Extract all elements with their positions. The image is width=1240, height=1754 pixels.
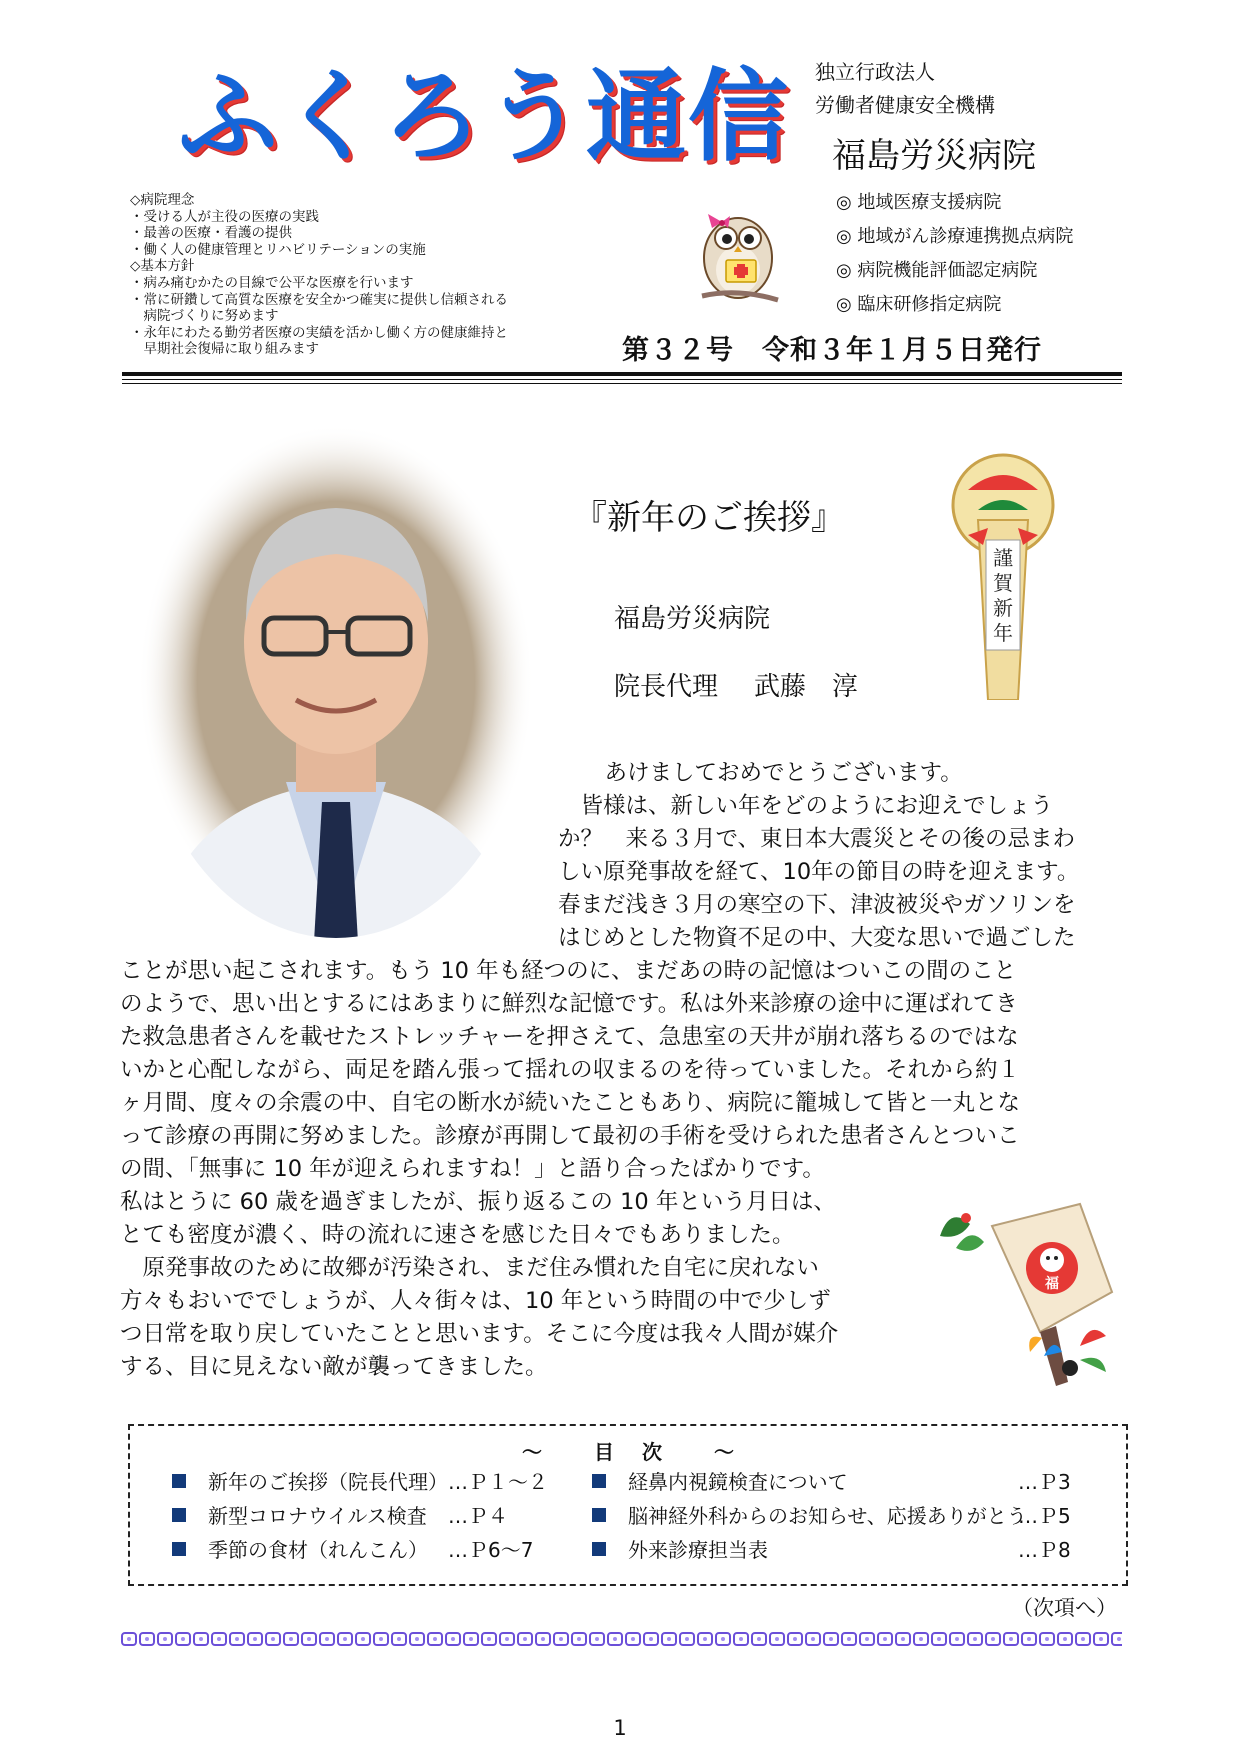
body-line: あけましておめでとうございます。 [582, 760, 963, 786]
philosophy-line: ・常に研鑽して高質な医療を安全かつ確実に提供し信頼される [130, 291, 508, 308]
toc-item [172, 1536, 428, 1564]
toc-item [172, 1502, 427, 1530]
new-year-decoration-icon [938, 450, 1068, 700]
masthead-divider-thin [122, 379, 1122, 380]
newsletter-title: ふくろう通信 [178, 58, 790, 175]
philosophy-line: ・受ける人が主役の医療の実践 [130, 208, 319, 225]
issue-number: 第３２号 [622, 335, 734, 366]
body-line: って診療の再開に努めました。診療が再開して最初の手術を受けられた患者さんとついこ [120, 1123, 1020, 1149]
decorative-border [120, 1630, 1122, 1648]
body-line: いかと心配しながら、両足を踏ん張って揺れの収まるのを待っていました。それから約１ [120, 1057, 1021, 1083]
issue-info [622, 328, 1042, 367]
philosophy-line: ・病み痛むかたの目線で公平な医療を行います [130, 274, 414, 291]
square-bullet-icon [172, 1542, 186, 1556]
greeting-title: 『新年のご挨拶』 [573, 498, 845, 538]
body-line: の間、「無事に 10 年が迎えられますね！」と語り合ったばかりです。 [120, 1156, 825, 1182]
square-bullet-icon [592, 1474, 606, 1488]
ema-char: 年 [993, 621, 1013, 645]
body-line: 私はとうに 60 歳を過ぎましたが、振り返るこの 10 年という月日は、 [120, 1189, 836, 1215]
square-bullet-icon [172, 1508, 186, 1522]
body-line: 皆様は、新しい年をどのようにお迎えでしょう [558, 793, 1054, 819]
designation-item: ◎ 地域がん診療連携拠点病院 [836, 226, 1074, 247]
designation-item: ◎ 病院機能評価認定病院 [836, 260, 1038, 281]
body-line: ヶ月間、度々の余震の中、自宅の断水が続いたこともあり、病院に籠城して皆と一丸とな [120, 1090, 1021, 1116]
philosophy-line: ・働く人の健康管理とリハビリテーションの実施 [130, 241, 426, 258]
toc-item-label: 新型コロナウイルス検査 [208, 1504, 427, 1528]
org-line-1: 独立行政法人 [815, 60, 935, 84]
toc-item-page: …Ｐ１～２ [448, 1470, 548, 1494]
table-of-contents [128, 1424, 1128, 1586]
philosophy-line: 病院づくりに努めます [130, 308, 279, 325]
owl-mascot-icon [682, 196, 794, 308]
designation-list [836, 186, 1073, 322]
daruma-char: 福 [1045, 1276, 1059, 1292]
toc-item-label: 新年のご挨拶（院長代理） [208, 1470, 448, 1494]
director-portrait [136, 422, 536, 942]
issue-date: 令和３年１月５日発行 [762, 335, 1042, 366]
org-line-2: 労働者健康安全機構 [815, 93, 995, 117]
philosophy-line: 早期社会復帰に取り組みます [130, 341, 319, 358]
body-line: する、目に見えない敵が襲ってきました。 [120, 1354, 548, 1380]
ema-char: 謹 [993, 546, 1013, 570]
body-line: ことが思い起こされます。もう 10 年も経つのに、まだあの時の記憶はついこの間のこと [120, 958, 1017, 984]
designation-item: ◎ 臨床研修指定病院 [836, 294, 1002, 315]
author-name: 武藤 淳 [754, 672, 859, 702]
author-organization: 福島労災病院 [614, 604, 771, 634]
body-line: 春まだ浅き３月の寒空の下、津波被災やガソリンを [558, 892, 1076, 918]
philosophy-line: ・最善の医療・看護の提供 [130, 225, 292, 242]
body-line: た救急患者さんを載せたストレッチャーを押さえて、急患室の天井が崩れ落ちるのではな [120, 1024, 1019, 1050]
toc-item [172, 1468, 448, 1496]
philosophy-line: ◇基本方針 [130, 258, 195, 275]
toc-item [592, 1536, 768, 1564]
toc-heading: ～ 目 次 ～ [522, 1440, 738, 1464]
toc-item-page: …Ｐ3 [1018, 1470, 1071, 1494]
masthead-divider-thin [122, 383, 1122, 384]
masthead-divider-thick [122, 372, 1122, 376]
body-line: 原発事故のために故郷が汚染され、まだ住み慣れた自宅に戻れない [120, 1255, 819, 1281]
hospital-philosophy [130, 192, 630, 358]
toc-item [592, 1468, 848, 1496]
body-line: のようで、思い出とするにはあまりに鮮烈な記憶です。私は外来診療の途中に運ばれてき [120, 991, 1018, 1017]
square-bullet-icon [172, 1474, 186, 1488]
body-line: か？ 来る３月で、東日本大震災とその後の忌まわ [558, 826, 1076, 852]
toc-item-label: 季節の食材（れんこん） [208, 1538, 428, 1562]
philosophy-line: ◇病院理念 [130, 192, 195, 208]
ema-char: 賀 [993, 571, 1013, 595]
page-number: 1 [613, 1716, 627, 1740]
ema-char: 新 [993, 596, 1013, 620]
toc-item-page: …Ｐ5 [1018, 1504, 1071, 1528]
body-line: つ日常を取り戻していたことと思います。そこに今度は我々人間が媒介 [120, 1321, 839, 1347]
toc-item-label: 経鼻内視鏡検査について [628, 1470, 848, 1494]
toc-item-page: …Ｐ４ [448, 1504, 508, 1528]
square-bullet-icon [592, 1542, 606, 1556]
continued-note: （次項へ） [1012, 1596, 1117, 1620]
designation-item: ◎ 地域医療支援病院 [836, 192, 1002, 213]
body-line: 方々もおいででしょうが、人々街々は、10 年という時間の中で少しず [120, 1288, 831, 1314]
hospital-name: 福島労災病院 [832, 136, 1036, 176]
author-role: 院長代理 [614, 672, 719, 702]
toc-item-label: 外来診療担当表 [628, 1538, 768, 1562]
toc-item-label: 脳神経外科からのお知らせ、応援ありがとう [628, 1504, 1027, 1528]
body-line: はじめとした物資不足の中、大変な思いで過ごした [558, 925, 1076, 951]
square-bullet-icon [592, 1508, 606, 1522]
philosophy-line: ・永年にわたる勤労者医療の実績を活かし働く方の健康維持と [130, 324, 508, 341]
daruma-paddle-icon [930, 1196, 1122, 1396]
toc-item [592, 1502, 1027, 1530]
toc-item-page: …Ｐ6～7 [448, 1538, 534, 1562]
author-line [614, 666, 858, 703]
body-line: とても密度が濃く、時の流れに速さを感じた日々でもありました。 [120, 1222, 795, 1248]
toc-item-page: …Ｐ8 [1018, 1538, 1071, 1562]
body-line: しい原発事故を経て、10年の節目の時を迎えます。 [558, 859, 1080, 885]
